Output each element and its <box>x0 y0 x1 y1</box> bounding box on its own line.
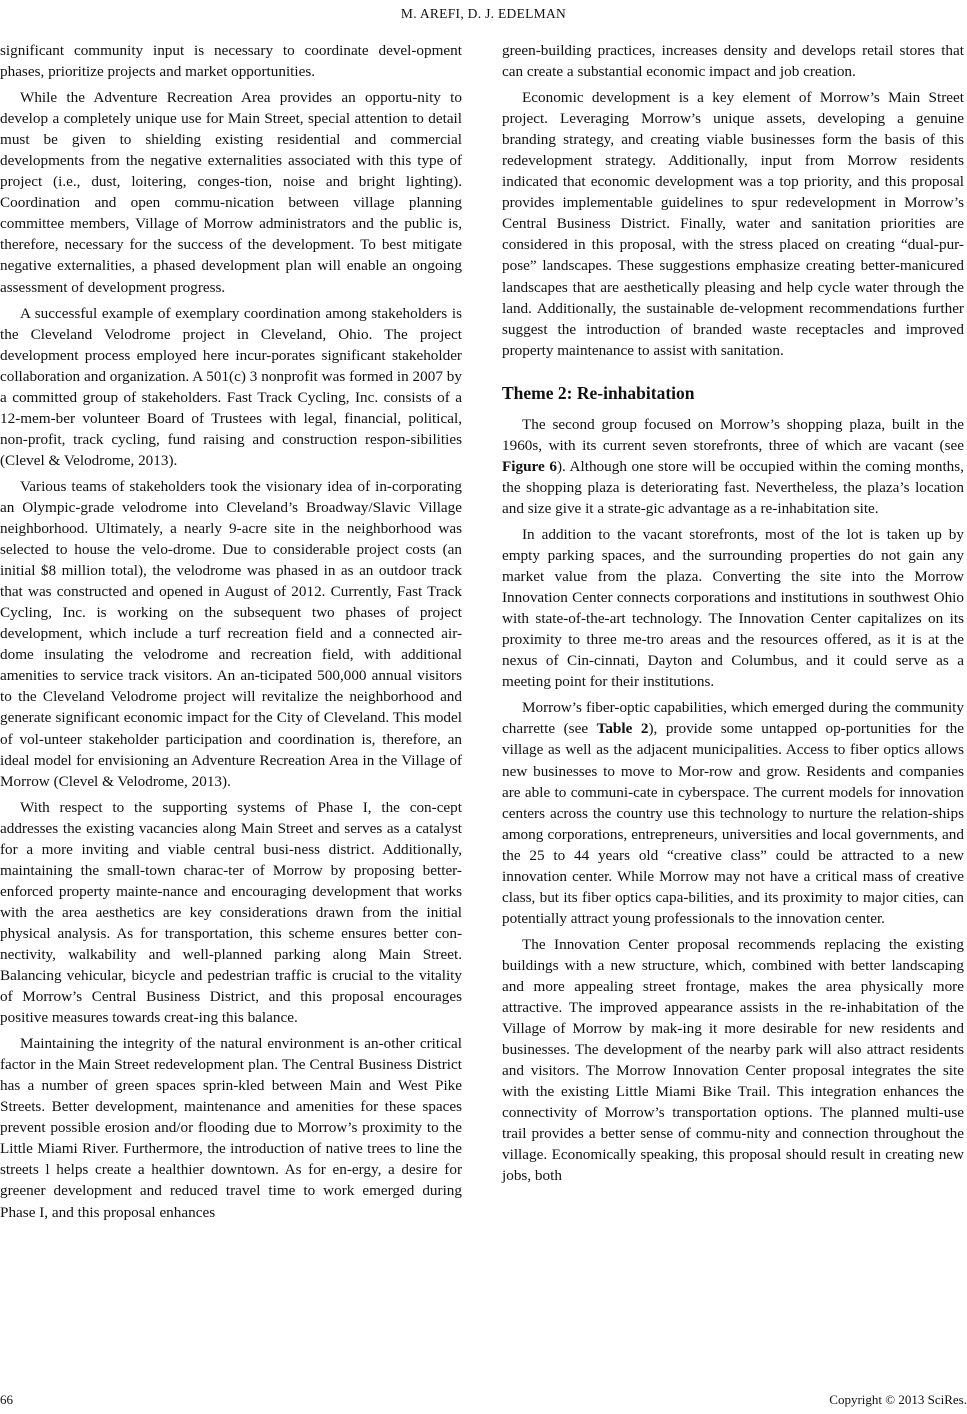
text-span: Morrow’s fiber-optic capabilities, which emerged during the community charrette (see <box>502 699 964 738</box>
paragraph-vacant-storefronts: In addition to the vacant storefronts, most of the lot is taken up by empty parking spaces, and the surrounding properties do not gain any market value from the plaza. Converting the site into the Morrow Innovation Center connects corporations and institutions in southwest Ohio with state-of-the-art technology. The Innovation Center capitalizes on its proximity to three me-tro areas and the resources offered, as it is at the nexus of Cin-cinnati, Dayton and Columbus, and it could serve as a meeting point for their institutions. <box>502 525 964 691</box>
paragraph-stakeholder-teams: Various teams of stakeholders took the visionary idea of in-corporating an Olympic-grade velodrome into Cleveland’s Broadway/Slavic Village neighborhood. Ultimately, a nearly 9-acre site in the neighborhood was selected to house the velo-drome. Due to considerable project costs (an initial $8 million total), the velodrome was phased in as an outdoor track that was constructed and opened in August of 2012. Currently, Fast Track Cycling, Inc. is working on the subsequent two phases of project development, which include a turf recreation field and a connected air-dome insulating the velodrome and recreation field, with additional amenities to service track visitors. An an-ticipated 500,000 annual visitors to the Cleveland Velodrome project will revitalize the neighborhood and generate significant economic impact for the City of Cleveland. This model of vol-unteer stakeholder participation and coordination is, therefore, an ideal model for envisioning an Adventure Recreation Area in the Village of Morrow (Clevel & Velodrome, 2013). <box>0 477 462 790</box>
paragraph-fiber-optic <box>502 697 964 929</box>
text-span: ), provide some untapped op-portunities for the village as well as the adjacent municipalities. Access to fiber optics allows new businesses to move to Mor-row and grow. Residents and companies are able to communi-cate in cyberspace. The current models for innovation centers across the country use this technology to nurture the relation-ships among corporations, entrepreneurs, universities and local governments, and the 25 to 44 years old “creative class” could be attracted to a new innovation center. While Morrow may not have a critical mass of creative class, but its fiber optics capa-bilities, and its proximity to major cities, can potentially attract young professionals to the innovation center. <box>502 720 964 927</box>
table-reference[interactable]: Table 2 <box>596 720 649 738</box>
paragraph-continuation: green-building practices, increases density and develops retail stores that can create a substantial economic impact and job creation. <box>502 42 964 81</box>
running-head: M. AREFI, D. J. EDELMAN <box>400 6 567 21</box>
paragraph-innovation-center: The Innovation Center proposal recommends replacing the existing buildings with a new structure, which, combined with better landscaping and more appealing street frontage, makes the area physically more attractive. The improved appearance assists in the re-inhabitation of the Village of Morrow by mak-ing it more desirable for new residents and businesses. The development of the nearby park will also attract residents and visitors. The Morrow Innovation Center proposal integrates the site with the existing Little Miami Bike Trail. This integration enhances the connectivity of Morrow’s transportation options. The planned multi-use trail provides a better sense of commu-nity and connection throughout the village. Economically speaking, this proposal should result in creating new jobs, both <box>502 935 964 1185</box>
left-column <box>0 40 462 1228</box>
paragraph-economic-development: Economic development is a key element of Morrow’s Main Street project. Leveraging Morrow’s unique assets, developing a genuine branding strategy, and creating viable businesses form the basis of this redevelopment strategy. Additionally, input from Morrow residents indicated that economic development was a top priority, and this proposal provides implementable guidelines to spur redevelopment in Morrow’s Central Business District. Finally, water and sanitation priorities are considered in this proposal, with the stress placed on creating “dual-pur-pose” landscapes. These suggestions emphasize creating better-manicured landscapes that are aesthetically pleasing and help cycle water through the land. Additionally, the sustainable de-velopment recommendations further suggest the introduction of branded waste receptacles and improved property maintenance to assist with sanitation. <box>502 89 964 359</box>
page-number: 66 <box>0 1392 13 1407</box>
paragraph-continuation: significant community input is necessary to coordinate devel-opment phases, prioritize projects and market opportunities. <box>0 42 462 81</box>
paragraph-cleveland-velodrome: A successful example of exemplary coordination among stakeholders is the Cleveland Velodrome project in Cleveland, Ohio. The project development process employed here incur-porates significant stakeholder collaboration and organization. A 501(c) 3 nonprofit was formed in 2007 by a committed group of stakeholders. Fast Track Cycling, Inc. consists of a 12-mem-ber volunteer Board of Trustees with legal, financial, political, non-profit, track cycling, fund raising and construction respon-sibilities (Clevel & Velodrome, 2013). <box>0 304 462 469</box>
paragraph-supporting-systems: With respect to the supporting systems of Phase I, the con-cept addresses the existing vacancies along Main Street and serves as a catalyst for a more inviting and viable central busi-ness district. Additionally, maintaining the small-town charac-ter of Morrow by proposing better-enforced property mainte-nance and encouraging development that works with the area aesthetics are key considerations drawn from the initial physical analysis. As for transportation, this scheme ensures better con-nectivity, walkability and well-planned parking along Main Street. Balancing vehicular, bicycle and pedestrian traffic is crucial to the vitality of Morrow’s Central Business District, and this proposal encourages positive measures towards creat-ing this balance. <box>0 798 462 1027</box>
text-span: ). Although one store will be occupied within the coming months, the shopping plaza is deteriorating fast. Nevertheless, the plaza’s location and size give it a strate-gic advantage as a re-inhabitation site. <box>502 457 964 517</box>
figure-reference[interactable]: Figure 6 <box>502 457 557 475</box>
copyright-notice: Copyright © 2013 SciRes. <box>829 1392 967 1407</box>
section-heading-theme-2: Theme 2: Re-inhabitation <box>502 382 695 403</box>
paragraph-adventure-recreation: While the Adventure Recreation Area provides an opportu-nity to develop a completely unique use for Main Street, special attention to detail must be given to shielding existing residential and commercial developments from the negative externalities associated with this type of project (i.e., dust, loitering, conges-tion, noise and bright lighting). Coordination and open commu-nication between village planning committee members, Village of Morrow administrators and the public is, therefore, necessary for the success of the development. To best mitigate negative externalities, a phased development plan will enable an ongoing assessment of development progress. <box>0 89 462 296</box>
paragraph-natural-environment: Maintaining the integrity of the natural environment is an-other critical factor in the Main Street redevelopment plan. The Central Business District has a number of green spaces sprin-kled between Main and West Pike Streets. Better development, maintenance and amenities for these spaces prevent possible erosion and/or flooding due to Morrow’s proximity to the Little Miami River. Furthermore, the introduction of native trees to line the streets l helps create a healthier downtown. As for en-ergy, a desire for greener development and reduced travel time to work emerged during Phase I, and this proposal enhances <box>0 1035 462 1221</box>
right-column <box>502 40 964 1191</box>
paragraph-shopping-plaza <box>502 414 964 519</box>
text-span: The second group focused on Morrow’s shopping plaza, built in the 1960s, with its current seven storefronts, three of which are vacant (see <box>502 415 964 454</box>
